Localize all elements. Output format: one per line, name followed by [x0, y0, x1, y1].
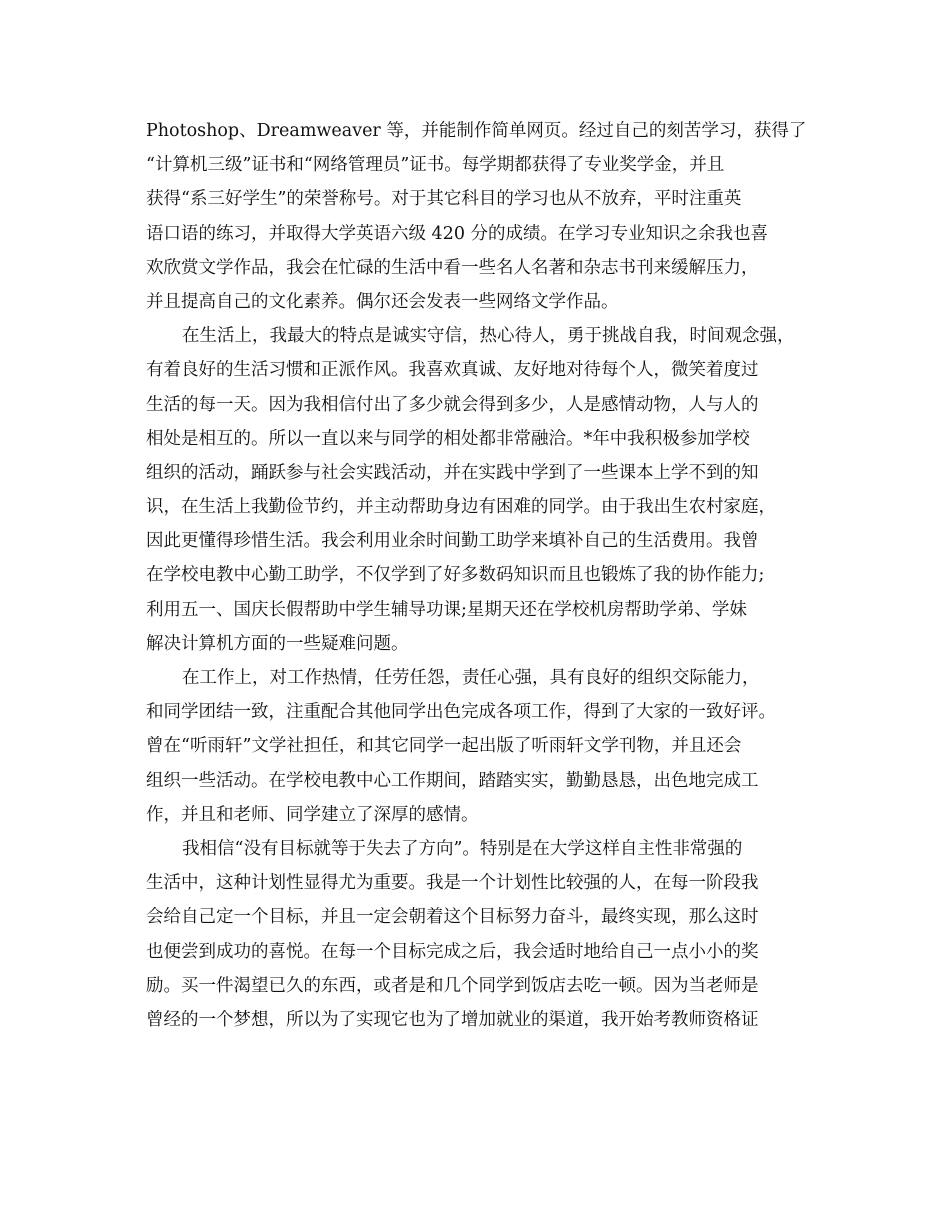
text-line: 利用五一、国庆长假帮助中学生辅导功课;星期天还在学校机房帮助学弟、学妹	[146, 599, 747, 620]
text-line: 并且提高自己的文化素养。偶尔还会发表一些网络文学作品。	[146, 291, 619, 312]
paragraph-first-line: 在生活上，我最大的特点是诚实守信，热心待人，勇于挑战自我，时间观念强，	[182, 326, 795, 347]
text-line: 曾在“听雨轩”文学社担任，和其它同学一起出版了听雨轩文学刊物，并且还会	[146, 736, 742, 757]
text-line: 欢欣赏文学作品，我会在忙碌的生活中看一些名人名著和杂志书刊来缓解压力，	[146, 257, 759, 278]
text-line: 会给自己定一个目标，并且一定会朝着这个目标努力奋斗，最终实现，那么这时	[146, 907, 759, 928]
document-body	[146, 114, 806, 1037]
text-line: 因此更懂得珍惜生活。我会利用业余时间勤工助学来填补自己的生活费用。我曾	[146, 531, 759, 552]
text-line: 组织一些活动。在学校电教中心工作期间，踏踏实实，勤勤恳恳，出色地完成工	[146, 770, 759, 791]
text-line: 相处是相互的。所以一直以来与同学的相处都非常融洽。*年中我积极参加学校	[146, 428, 750, 449]
text-line: 在学校电教中心勤工助学，不仅学到了好多数码知识而且也锻炼了我的协作能力;	[146, 565, 765, 586]
text-line: 识，在生活上我勤俭节约，并主动帮助身边有困难的同学。由于我出生农村家庭，	[146, 497, 776, 518]
text-line: “计算机三级”证书和“网络管理员”证书。每学期都获得了专业奖学金，并且	[146, 155, 725, 176]
text-line: 励。买一件渴望已久的东西，或者是和几个同学到饭店去吃一顿。因为当老师是	[146, 975, 759, 996]
text-line: 语口语的练习，并取得大学英语六级 420 分的成绩。在学习专业知识之余我也喜	[146, 223, 769, 244]
text-line: 作，并且和老师、同学建立了深厚的感情。	[146, 804, 479, 825]
text-line: 组织的活动，踊跃参与社会实践活动，并在实践中学到了一些课本上学不到的知	[146, 462, 759, 483]
paragraph-first-line: 我相信“没有目标就等于失去了方向”。特别是在大学这样自主性非常强的	[182, 838, 743, 859]
text-line: 和同学团结一致，注重配合其他同学出色完成各项工作，得到了大家的一致好评。	[146, 702, 776, 723]
text-line: 曾经的一个梦想，所以为了实现它也为了增加就业的渠道，我开始考教师资格证	[146, 1009, 759, 1030]
text-line: 解决计算机方面的一些疑难问题。	[146, 633, 409, 654]
text-line: 生活的每一天。因为我相信付出了多少就会得到多少，人是感情动物，人与人的	[146, 394, 759, 415]
text-line: Photoshop、Dreamweaver 等，并能制作简单网页。经过自己的刻苦学习，获得了	[146, 121, 807, 141]
text-line: 有着良好的生活习惯和正派作风。我喜欢真诚、友好地对待每个人，微笑着度过	[146, 360, 759, 381]
text-line: 也便尝到成功的喜悦。在每一个目标完成之后，我会适时地给自己一点小小的奖	[146, 941, 759, 962]
paragraph-first-line: 在工作上，对工作热情，任劳任怨，责任心强，具有良好的组织交际能力，	[182, 668, 760, 688]
text-line: 生活中，这种计划性显得尤为重要。我是一个计划性比较强的人，在每一阶段我	[146, 873, 759, 894]
text-line: 获得“系三好学生”的荣誉称号。对于其它科目的学习也从不放弃，平时注重英	[146, 189, 742, 210]
